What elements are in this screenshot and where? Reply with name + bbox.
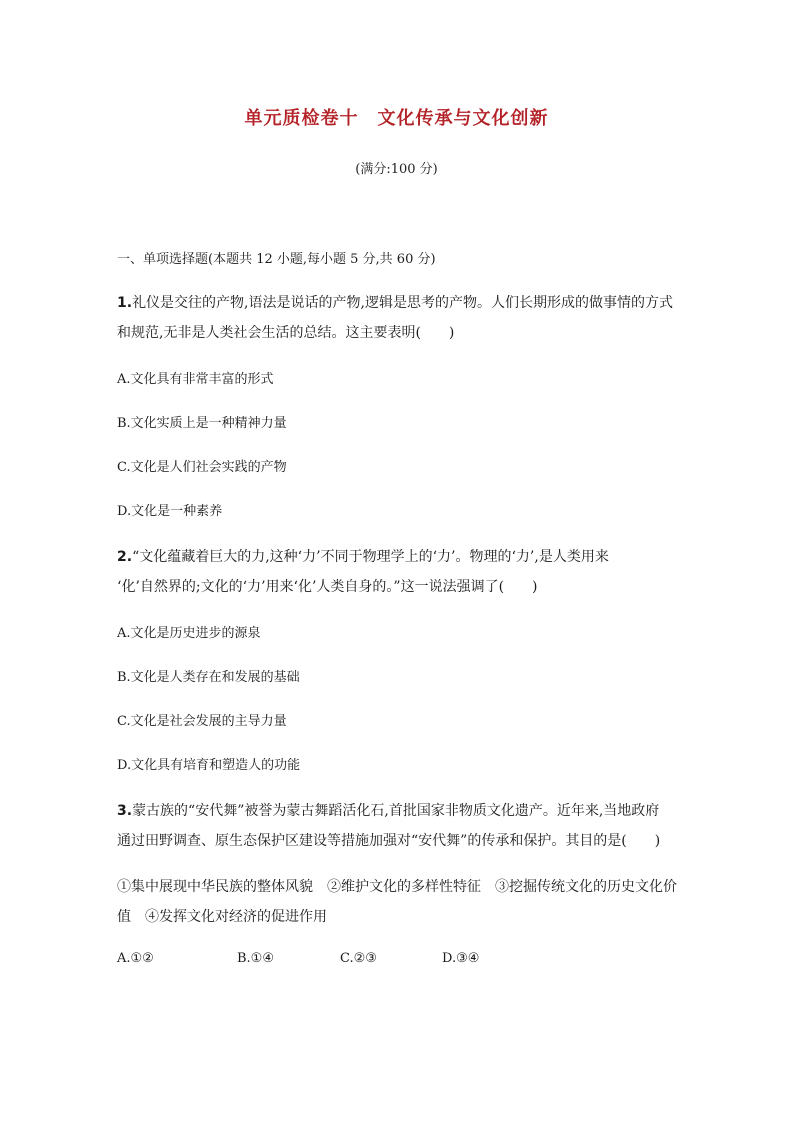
option-c: C.文化是人们社会实践的产物 bbox=[117, 460, 287, 475]
option-b: B.①④ bbox=[237, 951, 274, 966]
option-a: A.文化具有非常丰富的形式 bbox=[117, 372, 274, 387]
question-text: “文化蕴藏着巨大的力,这种‘力’不同于物理学上的‘力’。物理的‘力’,是人类用来 bbox=[132, 549, 609, 565]
option-c: C.②③ bbox=[340, 951, 377, 966]
score-note: (满分:100 分) bbox=[355, 162, 438, 177]
option-a: A.①② bbox=[117, 951, 154, 966]
question-2-line-2: ‘化’自然界的;文化的‘力’用来‘化’人类自身的。”这一说法强调了( ) bbox=[117, 579, 538, 595]
option-b: B.文化是人类存在和发展的基础 bbox=[117, 670, 300, 685]
option-b: B.文化实质上是一种精神力量 bbox=[117, 416, 287, 431]
question-3-line-1 bbox=[117, 800, 659, 820]
section-heading: 一、单项选择题(本题共 12 小题,每小题 5 分,共 60 分) bbox=[117, 252, 436, 267]
question-number: 1. bbox=[117, 295, 133, 311]
option-d: D.文化具有培育和塑造人的功能 bbox=[117, 758, 301, 773]
question-1-line-2: 和规范,无非是人类社会生活的总结。这主要表明( ) bbox=[117, 325, 455, 341]
question-2-line-1 bbox=[117, 546, 609, 566]
question-text: 蒙古族的“安代舞”被誉为蒙古舞蹈活化石,首批国家非物质文化遗产。近年来,当地政府 bbox=[132, 803, 660, 819]
question-3-line-2: 通过田野调查、原生态保护区建设等措施加强对“安代舞”的传承和保护。其目的是( ) bbox=[117, 833, 661, 849]
question-number: 2. bbox=[117, 549, 133, 565]
page-title: 单元质检卷十 文化传承与文化创新 bbox=[244, 108, 549, 129]
option-d: D.文化是一种素养 bbox=[117, 504, 223, 519]
statement-line-2: 值 ④发挥文化对经济的促进作用 bbox=[117, 909, 327, 925]
question-text: 礼仪是交往的产物,语法是说话的产物,逻辑是思考的产物。人们长期形成的做事情的方式 bbox=[132, 295, 673, 311]
statement-line-1: ①集中展现中华民族的整体风貌 ②维护文化的多样性特征 ③挖掘传统文化的历史文化价 bbox=[117, 879, 677, 895]
option-c: C.文化是社会发展的主导力量 bbox=[117, 714, 287, 729]
question-number: 3. bbox=[117, 803, 133, 819]
question-1-line-1 bbox=[117, 292, 673, 312]
option-d: D.③④ bbox=[442, 951, 480, 966]
option-a: A.文化是历史进步的源泉 bbox=[117, 626, 261, 641]
options-row bbox=[117, 951, 677, 971]
